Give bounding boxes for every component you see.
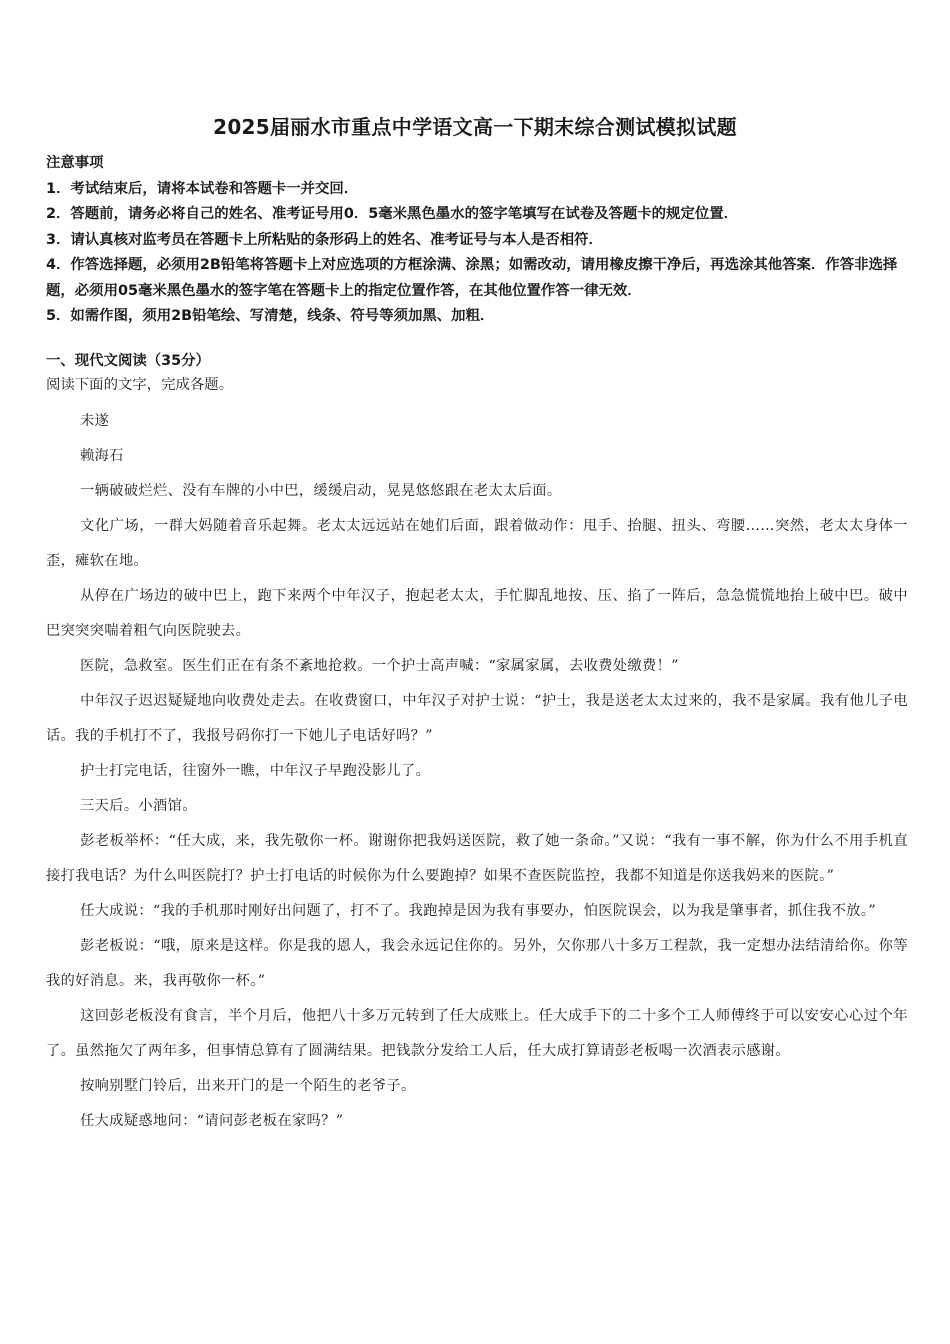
article-paragraph: 任大成说：“我的手机那时刚好出问题了，打不了。我跑掉是因为我有事要办，怕医院误会，以为我是肇事者，抓住我不放。” xyxy=(80,903,877,919)
article-paragraph: 医院，急救室。医生们正在有条不紊地抢救。一个护士高声喊：“家属家属，去收费处缴费！” xyxy=(80,658,679,674)
notes-item-3: 3．请认真核对监考员在答题卡上所粘贴的条形码上的姓名、准考证号与本人是否相符． xyxy=(46,231,603,248)
article-paragraph: 三天后。小酒馆。 xyxy=(80,798,197,814)
notes-item-2: 2．答题前，请务必将自己的姓名、准考证号用0．5毫米黑色墨水的签字笔填写在试卷及答题卡的规定位置． xyxy=(46,206,739,222)
article-paragraph: 护士打完电话，往窗外一瞧，中年汉子早跑没影儿了。 xyxy=(80,763,431,779)
notes-heading: 注意事项 xyxy=(46,155,104,171)
section-instruction: 阅读下面的文字，完成各题。 xyxy=(46,377,234,393)
article-paragraph: 任大成疑惑地问：“请问彭老板在家吗？” xyxy=(80,1113,344,1129)
section-title: 一、现代文阅读（35分） xyxy=(46,353,210,369)
article-paragraph: 彭老板举杯：“任大成，来，我先敬你一杯。谢谢你把我妈送医院，救了她一条命。”又说：“我有一事不解，你为什么不用手机直接打我电话？为什么叫医院打？护士打电话的时候你为什么要跑掉？如果不查医院监控，我都不知道是你送我妈来的医院。” xyxy=(46,833,908,884)
article-paragraph: 彭老板说：“哦，原来是这样。你是我的恩人，我会永远记住你的。另外，欠你那八十多万工程款，我一定想办法结清给你。你等我的好消息。来，我再敬你一杯。” xyxy=(46,938,908,989)
notes-item-4: 4．作答选择题，必须用2B铅笔将答题卡上对应选项的方框涂满、涂黑；如需改动，请用橡皮擦干净后，再选涂其他答案．作答非选择题，必须用05毫米黑色墨水的签字笔在答题卡上的指定位置作答，在其他位置作答一律无效． xyxy=(46,257,898,299)
article-paragraph: 从停在广场边的破中巴上，跑下来两个中年汉子，抱起老太太，手忙脚乱地按、压、掐了一阵后，急急慌慌地抬上破中巴。破中巴突突突喘着粗气向医院驶去。 xyxy=(46,588,908,639)
reading-article xyxy=(46,404,908,1139)
notes-item-5: 5．如需作图，须用2B铅笔绘、写清楚，线条、符号等须加黑、加粗． xyxy=(46,308,495,324)
article-paragraph: 这回彭老板没有食言，半个月后，他把八十多万元转到了任大成账上。任大成手下的二十多个工人师傅终于可以安安心心过个年了。虽然拖欠了两年多，但事情总算有了圆满结果。把钱款分发给工人后，任大成打算请彭老板喝一次酒表示感谢。 xyxy=(46,1008,908,1059)
article-author: 赖海石 xyxy=(80,448,124,464)
article-paragraph: 按响别墅门铃后，出来开门的是一个陌生的老爷子。 xyxy=(80,1078,416,1094)
article-title: 未遂 xyxy=(80,413,110,429)
section-header xyxy=(46,349,916,397)
notes-block xyxy=(46,151,916,330)
notes-item-1: 1．考试结束后，请将本试卷和答题卡一并交回． xyxy=(46,180,359,197)
article-paragraph: 文化广场，一群大妈随着音乐起舞。老太太远远站在她们后面，跟着做动作：甩手、抬腿、扭头、弯腰……突然，老太太身体一歪，瘫软在地。 xyxy=(46,518,908,569)
article-paragraph: 一辆破破烂烂、没有车牌的小中巴，缓缓启动，晃晃悠悠跟在老太太后面。 xyxy=(80,483,562,499)
article-paragraph: 中年汉子迟迟疑疑地向收费处走去。在收费窗口，中年汉子对护士说：“护士，我是送老太太过来的，我不是家属。我有他儿子电话。我的手机打不了，我报号码你打一下她儿子电话好吗？” xyxy=(46,693,908,744)
exam-title: 2025届丽水市重点中学语文高一下期末综合测试模拟试题 xyxy=(213,115,737,139)
